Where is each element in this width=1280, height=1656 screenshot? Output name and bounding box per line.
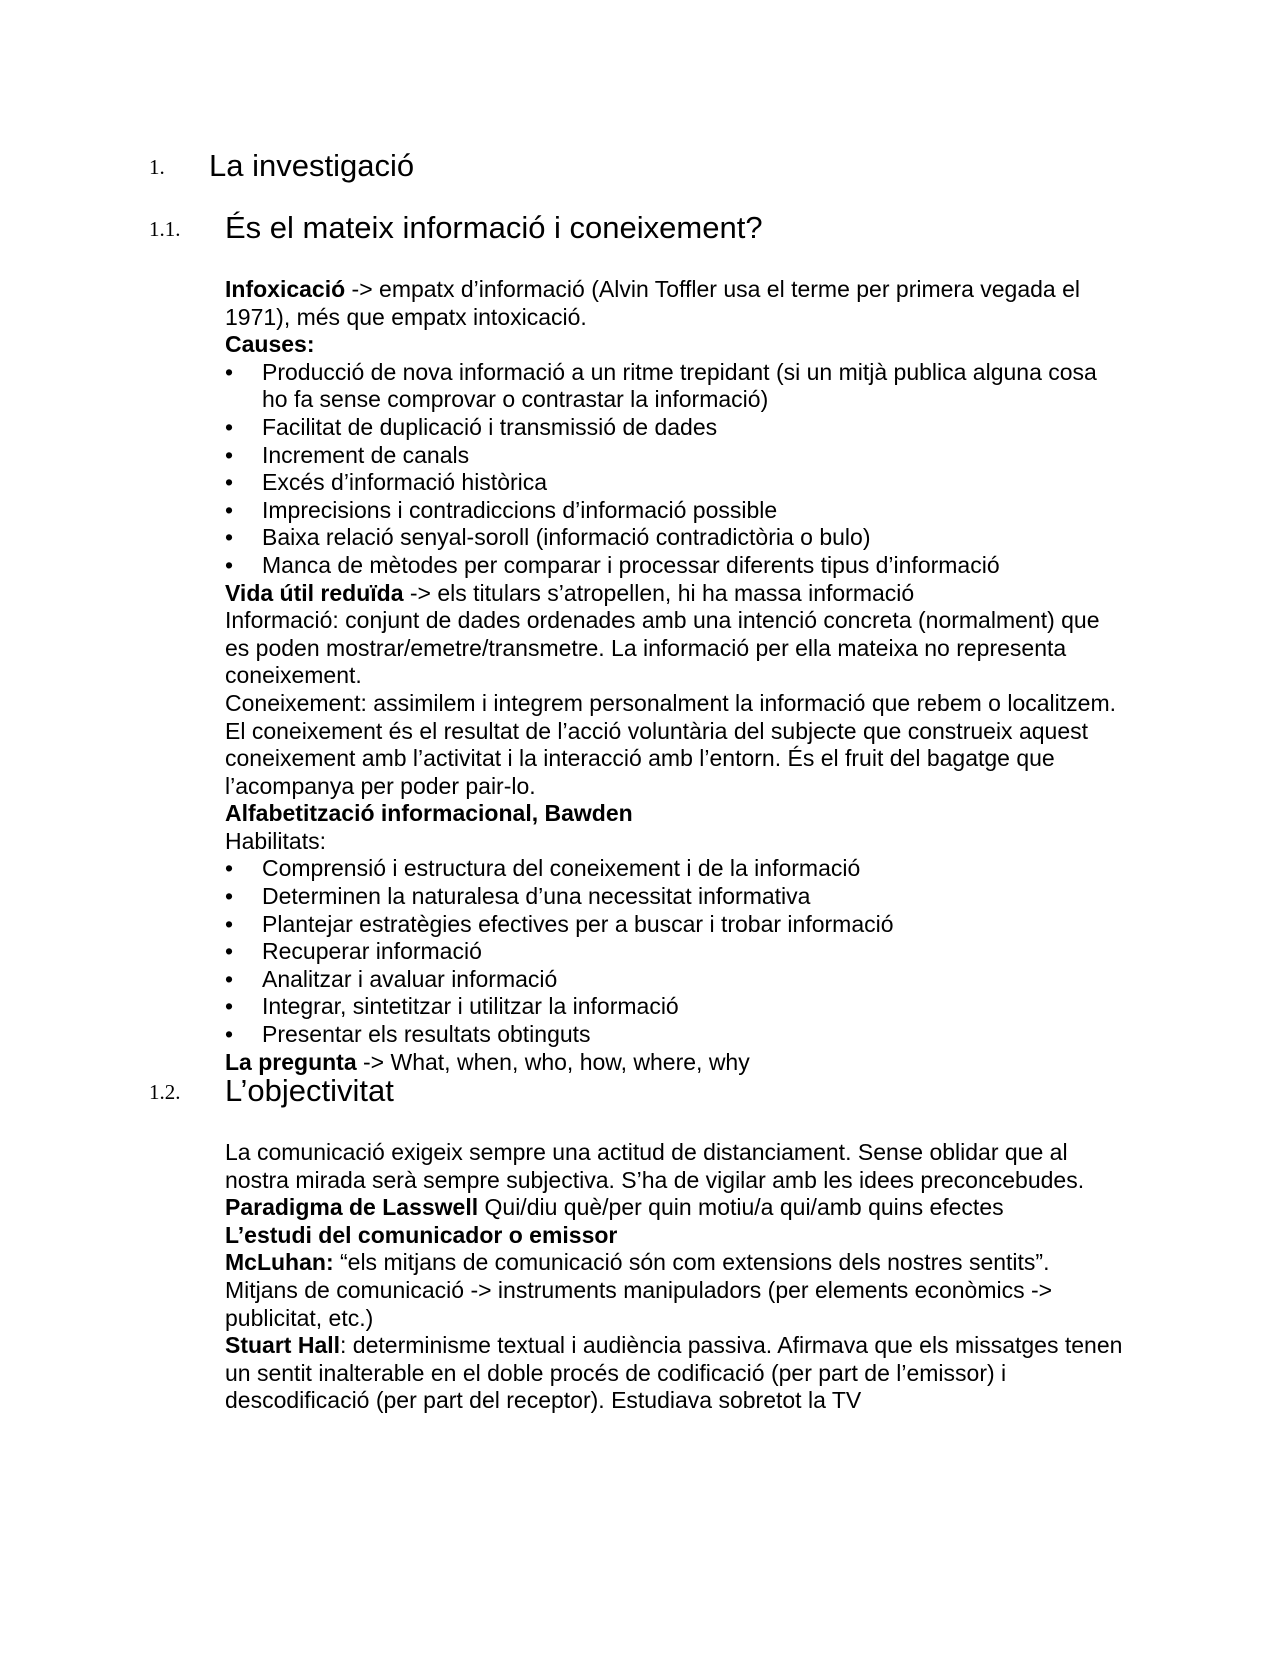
- term-hall: Stuart Hall: [225, 1332, 341, 1359]
- heading-section-1: [149, 146, 414, 188]
- heading-number: 1.2.: [149, 1079, 181, 1104]
- list-item-text: Determinen la naturalesa d’una necessitat informativa: [262, 883, 811, 910]
- term-vida-util: Vida útil reduïda: [225, 579, 404, 606]
- list-item: [225, 855, 1125, 883]
- list-item-text: Producció de nova informació a un ritme trepidant (si un mitjà publica alguna cosa ho fa sense comprovar o contrastar la informació): [262, 358, 1097, 413]
- list-item-text: Facilitat de duplicació i transmissió de dades: [262, 413, 718, 440]
- bullet-icon: •: [225, 469, 234, 496]
- term-pregunta: La pregunta: [225, 1048, 357, 1075]
- text-lasswell: Qui/diu què/per quin motiu/a qui/amb quins efectes: [478, 1194, 1004, 1221]
- text-pregunta: -> What, when, who, how, where, why: [356, 1048, 750, 1075]
- list-item: [225, 883, 1125, 911]
- heading-title: L’objectivitat: [225, 1073, 394, 1108]
- causes-list: [225, 359, 1125, 580]
- list-item: [225, 442, 1125, 470]
- bullet-icon: •: [225, 551, 234, 578]
- alfabetitzacio-label: [225, 800, 1125, 828]
- paragraph-coneixement: Coneixement: assimilem i integrem personalment la informació que rebem o localitzem. El coneixement és el resultat de l’acció voluntària del subjecte que construeix aquest coneixement amb l’activitat i la interacció amb l’entorn. És el fruit del bagatge que l’acompanya per poder pair-lo.: [225, 689, 1116, 799]
- habilitats-list: [225, 855, 1125, 1048]
- list-item: [225, 966, 1125, 994]
- list-item-text: Presentar els resultats obtinguts: [262, 1021, 591, 1048]
- list-item-text: Analitzar i avaluar informació: [262, 965, 558, 992]
- text-infoxicacio: -> empatx d’informació (Alvin Toffler usa el terme per primera vegada el 1971), més que empatx intoxicació.: [225, 276, 1080, 330]
- causes-label-text: Causes:: [225, 331, 315, 358]
- list-item: [225, 414, 1125, 442]
- list-item-text: Increment de canals: [262, 441, 470, 468]
- bullet-icon: •: [225, 358, 234, 385]
- bullet-icon: •: [225, 965, 234, 992]
- heading-section-1-1: [149, 208, 763, 250]
- bullet-icon: •: [225, 938, 234, 965]
- paragraph-intro-objectivitat: La comunicació exigeix sempre una actitud de distanciament. Sense oblidar que al nostra mirada serà sempre subjectiva. S’ha de vigilar amb les idees preconcebudes.: [225, 1139, 1085, 1193]
- list-item-text: Integrar, sintetitzar i utilitzar la informació: [262, 993, 679, 1020]
- bullet-icon: •: [225, 993, 234, 1020]
- estudi-label-text: L’estudi del comunicador o emissor: [225, 1221, 618, 1248]
- heading-number: 1.: [149, 154, 165, 179]
- heading-number: 1.1.: [149, 216, 181, 241]
- list-item: [225, 469, 1125, 497]
- list-item: [225, 552, 1125, 580]
- causes-label: [225, 331, 1125, 359]
- heading-title: És el mateix informació i coneixement?: [225, 210, 763, 245]
- list-item-text: Plantejar estratègies efectives per a buscar i trobar informació: [262, 910, 894, 937]
- paragraph-informacio: Informació: conjunt de dades ordenades amb una intenció concreta (normalment) que es poden mostrar/emetre/transmetre. La informació per ella mateixa no representa coneixement.: [225, 607, 1100, 689]
- list-item-text: Imprecisions i contradiccions d’informació possible: [262, 496, 778, 523]
- term-mcluhan: McLuhan:: [225, 1249, 334, 1276]
- list-item-text: Comprensió i estructura del coneixement i de la informació: [262, 855, 861, 882]
- term-lasswell: Paradigma de Lasswell: [225, 1194, 479, 1221]
- alfabetitzacio-label-text: Alfabetització informacional, Bawden: [225, 800, 633, 827]
- bullet-icon: •: [225, 883, 234, 910]
- section-1-1-body: [225, 276, 1125, 1076]
- list-item-text: Manca de mètodes per comparar i processar diferents tipus d’informació: [262, 551, 1000, 578]
- heading-title: La investigació: [209, 148, 415, 183]
- paragraph-mcluhan: [225, 1249, 1125, 1332]
- paragraph-hall: [225, 1332, 1125, 1415]
- estudi-label: [225, 1222, 1125, 1250]
- paragraph-infoxicacio: [225, 276, 1125, 331]
- bullet-icon: •: [225, 855, 234, 882]
- bullet-icon: •: [225, 496, 234, 523]
- bullet-icon: •: [225, 524, 234, 551]
- list-item: [225, 938, 1125, 966]
- bullet-icon: •: [225, 413, 234, 440]
- habilitats-label: Habilitats:: [225, 827, 326, 854]
- list-item: [225, 993, 1125, 1021]
- list-item-text: Excés d’informació històrica: [262, 469, 548, 496]
- list-item: [225, 911, 1125, 939]
- bullet-icon: •: [225, 441, 234, 468]
- bullet-icon: •: [225, 1021, 234, 1048]
- bullet-icon: •: [225, 910, 234, 937]
- list-item: [225, 524, 1125, 552]
- term-infoxicacio: Infoxicació: [225, 276, 346, 302]
- heading-section-1-2: [149, 1071, 394, 1113]
- list-item-text: Recuperar informació: [262, 938, 482, 965]
- text-vida-util: -> els titulars s’atropellen, hi ha massa informació: [403, 579, 915, 606]
- list-item: [225, 1021, 1125, 1049]
- list-item: [225, 359, 1125, 414]
- paragraph-vida-util: [225, 580, 1125, 608]
- text-hall: : determinisme textual i audiència passiva. Afirmava que els missatges tenen un sentit inalterable en el doble procés de codificació (per part de l’emissor) i descodificació (per part del receptor). Estudiava sobretot la TV: [225, 1332, 1123, 1414]
- list-item-text: Baixa relació senyal-soroll (informació contradictòria o bulo): [262, 524, 871, 551]
- section-1-2-body: [225, 1139, 1125, 1415]
- paragraph-lasswell: [225, 1194, 1125, 1222]
- list-item: [225, 497, 1125, 525]
- text-mcluhan: “els mitjans de comunicació són com extensions dels nostres sentits”. Mitjans de comunicació -> instruments manipuladors (per elements econòmics -> publicitat, etc.): [225, 1249, 1053, 1331]
